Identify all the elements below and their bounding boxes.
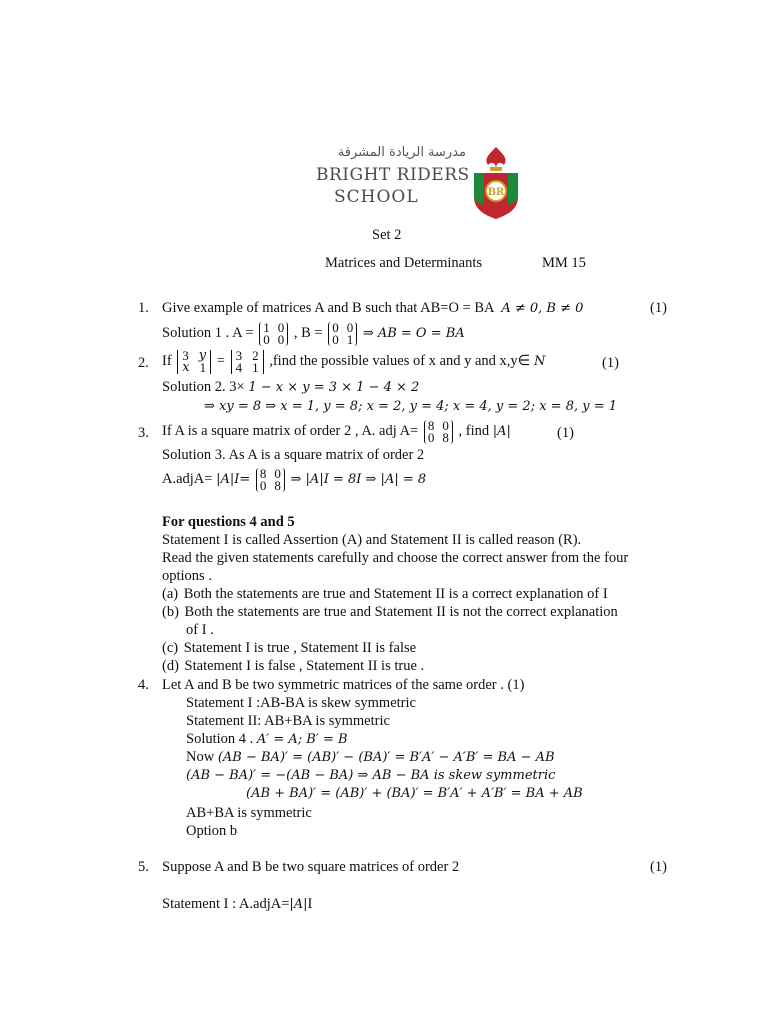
q3-number: 3. <box>138 425 149 441</box>
q1-mark: (1) <box>650 300 667 316</box>
school-logo <box>316 145 526 220</box>
q4-text: Let A and B be two symmetric matrices of the same order . (1) <box>162 677 525 693</box>
q5-statement1: Statement I : A.adjA=|A|I <box>162 896 313 912</box>
logo-line2: SCHOOL <box>334 187 419 207</box>
q4-now-line: Now (AB − BA)′ = (AB)′ − (BA)′ = B′A′ − A′B′ = BA − AB <box>186 749 555 765</box>
logo-arabic-text: مدرسة الريادة المشرقة <box>337 145 466 160</box>
q3-solution-line1: Solution 3. As A is a square matrix of order 2 <box>162 447 425 463</box>
option-d: (d) Statement I is false , Statement II is true . <box>162 658 425 674</box>
q1-matrix-b: 0 0 0 1 <box>328 322 357 346</box>
school-emblem-icon <box>466 145 526 220</box>
option-b-continued: of I . <box>186 622 214 638</box>
q2-text: If 3 y x 1 = 3 2 4 1 ,find the possible values of x and y and x,y∈ N <box>162 347 546 375</box>
max-marks: MM 15 <box>542 255 586 271</box>
q4-statement2: Statement II: AB+BA is symmetric <box>186 713 390 729</box>
q4-line5: AB+BA is symmetric <box>186 805 312 821</box>
q2-solution-line1: Solution 2. 3× 1 − x × y = 3 × 1 − 4 × 2 <box>162 379 420 395</box>
q3-matrix: 8 0 0 8 <box>424 420 453 444</box>
option-c: (c) Statement I is true , Statement II is false <box>162 640 417 656</box>
emblem-text: BR <box>487 187 505 198</box>
q3-text: If A is a square matrix of order 2 , A. adj A= 8 0 0 8 , find |A| <box>162 417 511 445</box>
q2-det-right: 3 2 4 1 <box>231 350 264 374</box>
q2-solution-line2: ⇒ xy = 8 ⇒ x = 1, y = 8; x = 2, y = 4; x = 4, y = 2; x = 8, y = 1 <box>204 399 618 414</box>
q4-answer: Option b <box>186 823 238 839</box>
q5-mark: (1) <box>650 859 667 875</box>
q5-text: Suppose A and B be two square matrices of order 2 <box>162 859 460 875</box>
q4-line4: (AB + BA)′ = (AB)′ + (BA)′ = B′A′ + A′B′ = BA + AB <box>246 786 583 801</box>
q4-statement1: Statement I :AB-BA is skew symmetric <box>186 695 416 711</box>
option-b: (b) Both the statements are true and Statement II is not the correct explanation <box>162 604 618 620</box>
q1-solution: Solution 1 . A = 1 0 0 0 , B = 0 0 0 1 ⇒ AB = O = BA <box>162 319 465 347</box>
q4-number: 4. <box>138 677 149 693</box>
q1-number: 1. <box>138 300 149 316</box>
set-label: Set 2 <box>372 227 402 243</box>
q2-mark: (1) <box>602 355 619 371</box>
topic-title: Matrices and Determinants <box>325 255 483 271</box>
q5-number: 5. <box>138 859 149 875</box>
q1-matrix-a: 1 0 0 0 <box>259 322 288 346</box>
instructions-heading: For questions 4 and 5 <box>162 514 295 530</box>
q2-det-left: 3 y x 1 <box>177 350 211 374</box>
q3-mark: (1) <box>557 425 574 441</box>
q3-solution-line2: A.adjA= |A|I= 8 0 0 8 ⇒ |A|I = 8I ⇒ |A| = 8 <box>162 465 427 493</box>
instructions-line1: Statement I is called Assertion (A) and Statement II is called reason (R). <box>162 532 582 548</box>
q2-number: 2. <box>138 355 149 371</box>
q3-solution-matrix: 8 0 0 8 <box>256 468 285 492</box>
option-a: (a) Both the statements are true and Statement II is a correct explanation of I <box>162 586 608 602</box>
logo-line1: BRIGHT RIDERS <box>316 165 470 185</box>
q1-text: Give example of matrices A and B such that AB=O = BA A ≠ 0, B ≠ 0 <box>162 300 584 316</box>
q4-solution: Solution 4 . A′ = A; B′ = B <box>186 731 348 747</box>
q4-line3: (AB − BA)′ = −(AB − BA) ⇒ AB − BA is skew symmetric <box>186 768 556 783</box>
instructions-line2: Read the given statements carefully and choose the correct answer from the four <box>162 550 629 566</box>
instructions-line3: options . <box>162 568 212 584</box>
